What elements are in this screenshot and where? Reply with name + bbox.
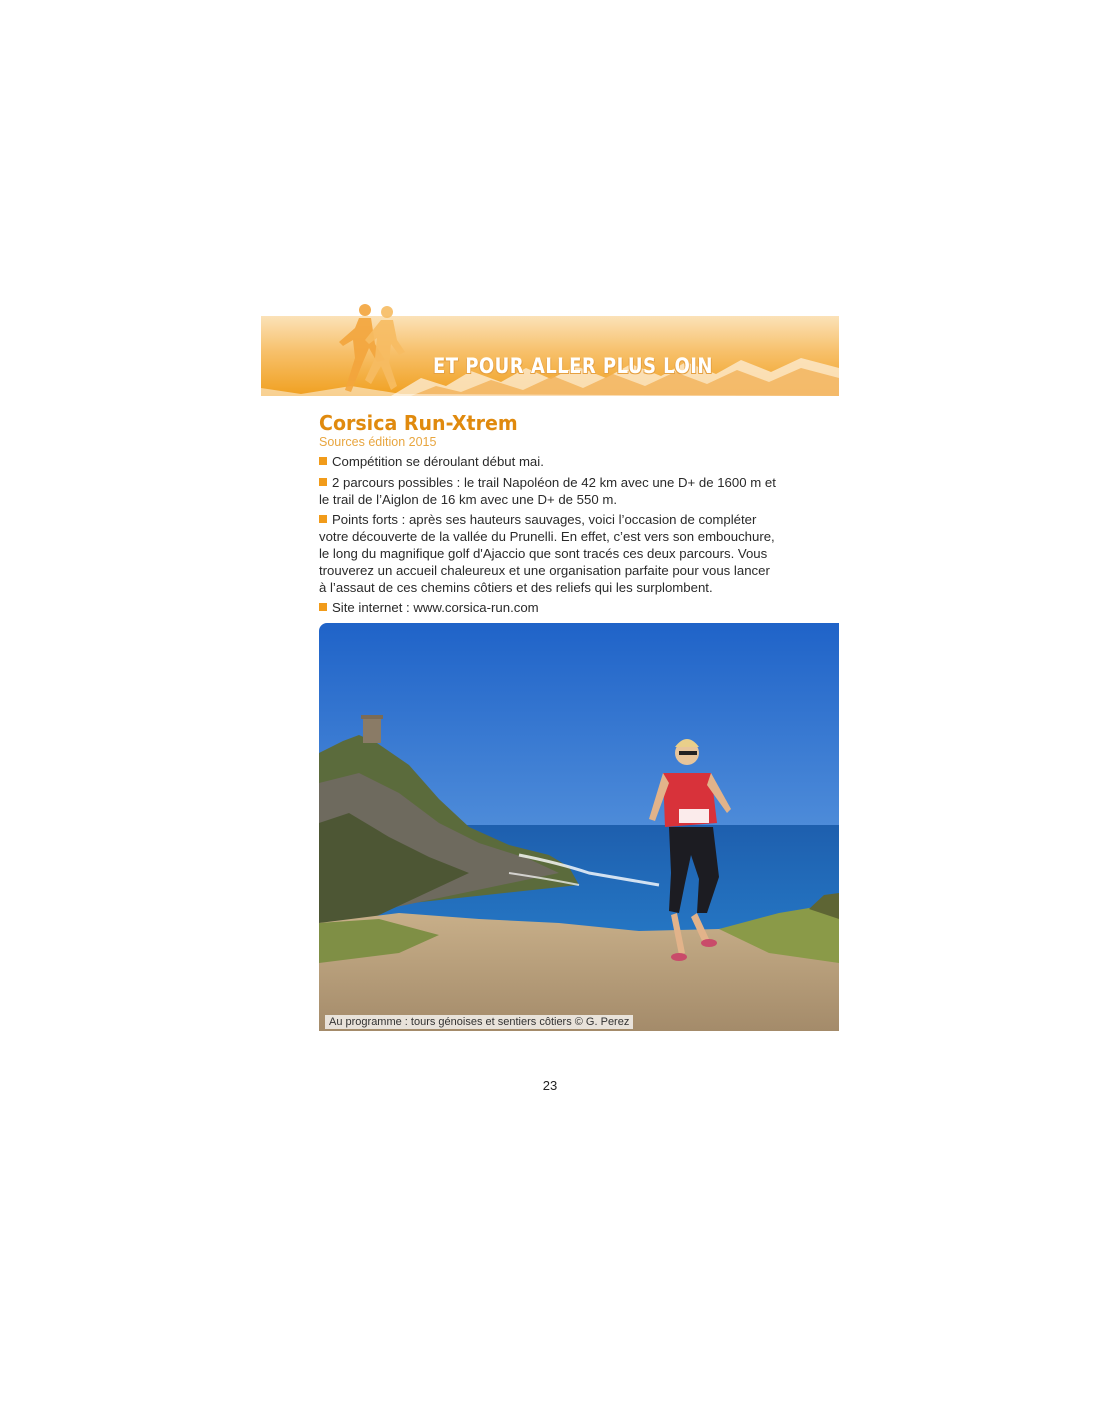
runners-silhouette-icon [325, 300, 415, 410]
list-item-text: Site internet : www.corsica-run.com [332, 600, 539, 616]
list-item [319, 512, 779, 596]
article-subtitle: Sources édition 2015 [319, 435, 437, 449]
article-title: Corsica Run-Xtrem [319, 411, 518, 435]
coastal-trail-photo [319, 623, 839, 1031]
photo-caption: Au programme : tours génoises et sentiers côtiers © G. Perez [325, 1015, 633, 1029]
square-bullet-icon [319, 515, 327, 523]
square-bullet-icon [319, 603, 327, 611]
list-item [319, 475, 779, 509]
square-bullet-icon [319, 478, 327, 486]
article-list [319, 454, 779, 621]
list-item [319, 600, 779, 617]
book-page [261, 300, 839, 1120]
banner-title: ET POUR ALLER PLUS LOIN [433, 354, 713, 378]
page-number: 23 [542, 1078, 558, 1093]
list-item-text: Compétition se déroulant début mai. [332, 454, 544, 469]
square-bullet-icon [319, 457, 327, 465]
list-item [319, 454, 779, 471]
list-item-text: Points forts : après ses hauteurs sauvages, voici l’occasion de compléter votre découverte de la vallée du Prunelli. En effet, c’est vers son embouchure, le long du magnifique golf d'Ajaccio que sont tracés ces deux parcours. Vous trouverez un accueil chaleureux et une organisation parfaite pour vous lancer à l’assaut de ces chemins côtiers et des reliefs qui les surplombent. [319, 512, 775, 595]
article-photo [319, 623, 839, 1031]
list-item-text: 2 parcours possibles : le trail Napoléon de 42 km avec une D+ de 1600 m et le trail de l’Aiglon de 16 km avec une D+ de 550 m. [319, 474, 776, 507]
